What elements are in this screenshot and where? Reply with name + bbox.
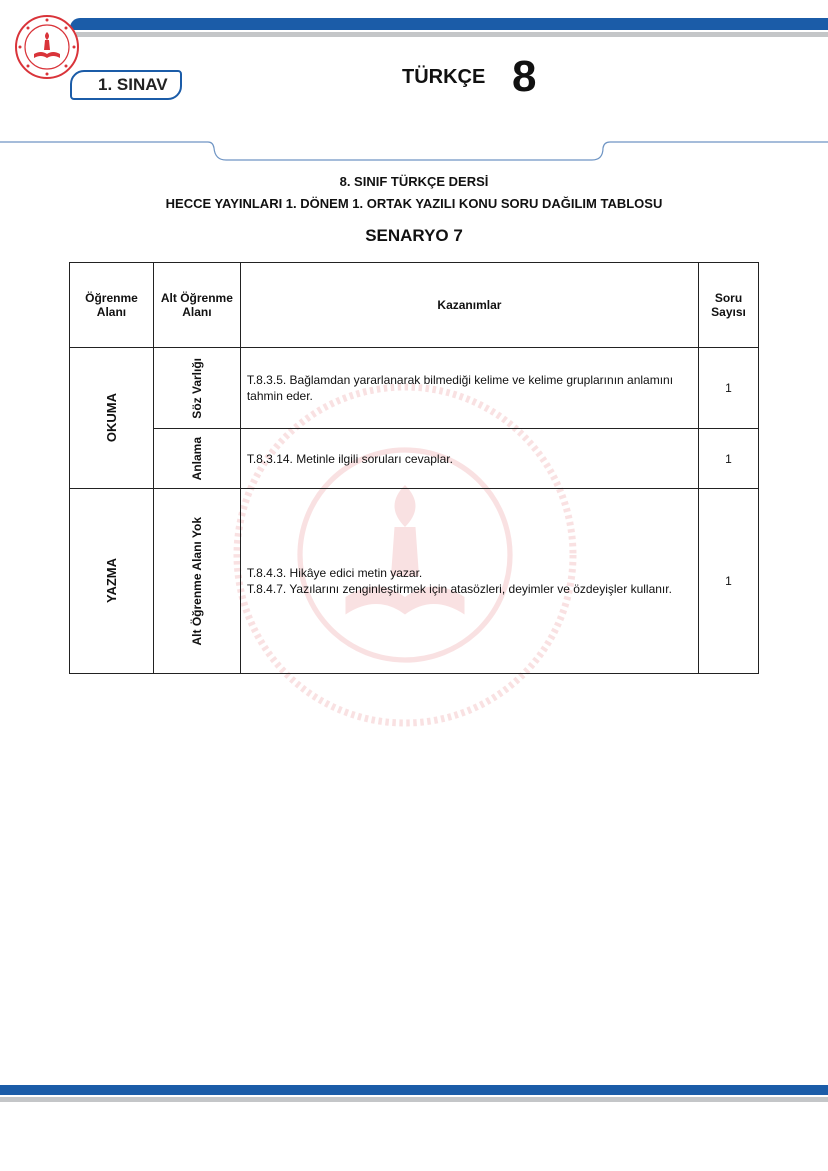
- bottom-gray-bar: [0, 1097, 828, 1102]
- question-count: 1: [699, 489, 759, 674]
- sub-learning-area: Anlama: [189, 436, 204, 481]
- sub-learning-area: Söz Varlığı: [189, 357, 204, 419]
- scenario-title: SENARYO 7: [365, 226, 463, 245]
- question-count: 1: [699, 429, 759, 489]
- top-gray-bar: [76, 32, 828, 37]
- document-title: 8. SINIF TÜRKÇE DERSİ: [339, 174, 489, 189]
- topic-distribution-table: [69, 262, 759, 674]
- header-divider: [0, 138, 828, 166]
- header-sub-learning-area: Alt Öğrenme Alanı: [153, 263, 240, 348]
- header-question-count: Soru Sayısı: [699, 263, 759, 348]
- grade-number: 8: [512, 52, 537, 101]
- bottom-blue-bar: [0, 1085, 828, 1095]
- outcome: T.8.3.5. Bağlamdan yararlanarak bilmediği kelime ve kelime gruplarının anlamını tahmin eder.: [246, 373, 674, 403]
- document-subtitle: HECCE YAYINLARI 1. DÖNEM 1. ORTAK YAZILI KONU SORU DAĞILIM TABLOSU: [165, 196, 663, 211]
- ministry-logo-icon: [14, 14, 80, 80]
- header-learning-area: Öğrenme Alanı: [70, 263, 154, 348]
- table-row: [70, 489, 759, 674]
- outcome: T.8.4.3. Hikâye edici metin yazar.: [246, 566, 423, 580]
- table-row: [70, 429, 759, 489]
- top-blue-bar: [70, 18, 828, 30]
- question-count: 1: [699, 348, 759, 429]
- header-outcomes: Kazanımlar: [240, 263, 698, 348]
- exam-number-tab: 1. SINAV: [70, 70, 182, 100]
- table-row: [70, 348, 759, 429]
- table-header-row: [70, 263, 759, 348]
- learning-area: OKUMA: [103, 393, 119, 443]
- sub-learning-area: Alt Öğrenme Alanı Yok: [189, 516, 204, 646]
- outcome: T.8.3.14. Metinle ilgili soruları cevaplar.: [246, 451, 453, 466]
- learning-area: YAZMA: [103, 558, 119, 604]
- outcome: T.8.4.7. Yazılarını zenginleştirmek için atasözleri, deyimler ve özdeyişler kullanır.: [246, 582, 672, 596]
- subject-title: TÜRKÇE: [402, 66, 486, 88]
